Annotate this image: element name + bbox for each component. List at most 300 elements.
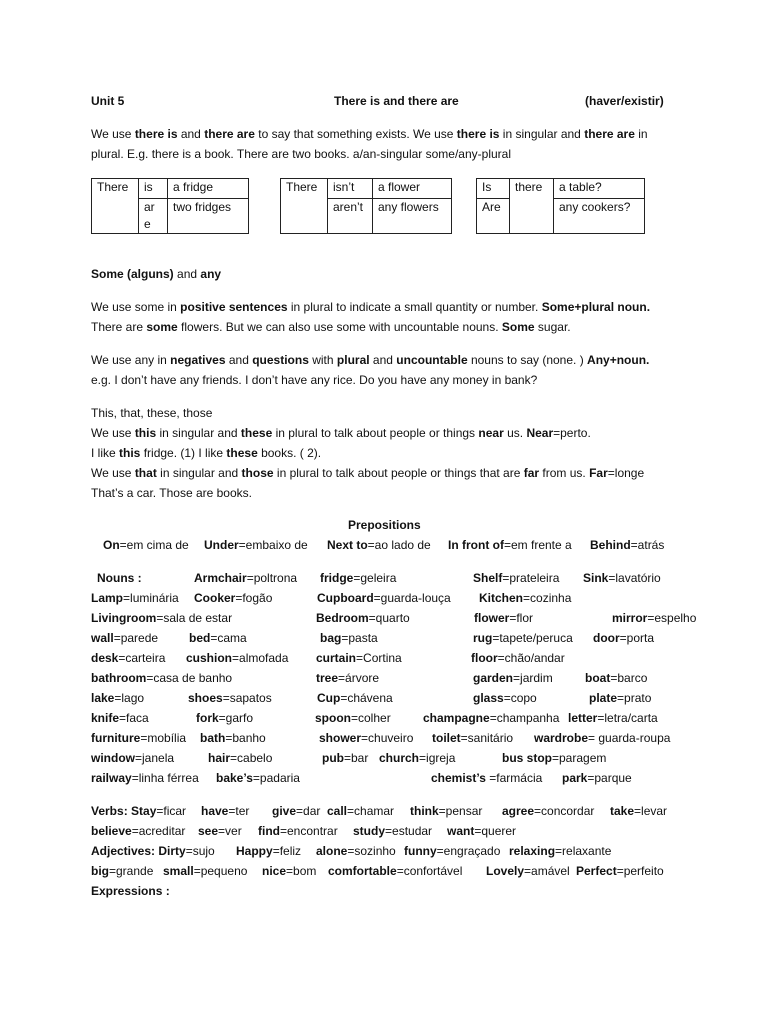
- vocab-row: [91, 671, 691, 686]
- vocab-word: fork: [196, 711, 219, 725]
- text-run: in plural to talk about people or things that are: [273, 466, 524, 480]
- vocab-meaning: =cozinha: [523, 591, 572, 605]
- vocab-word: wardrobe: [534, 731, 589, 745]
- vocab-row: [91, 651, 691, 666]
- vocab-entry: [328, 864, 462, 879]
- bold-text: questions: [252, 353, 309, 367]
- vocab-word: give: [272, 804, 297, 818]
- vocab-word: pub: [322, 751, 344, 765]
- vocab-meaning: =garfo: [218, 711, 254, 725]
- grammar-table-is-there: [476, 178, 645, 234]
- vocab-entry: [322, 751, 368, 766]
- vocab-word: toilet: [432, 731, 461, 745]
- vocab-word: Perfect: [576, 864, 617, 878]
- vocab-entry: [612, 611, 696, 626]
- bold-text: negatives: [170, 353, 226, 367]
- vocab-meaning: =guarda-louça: [373, 591, 451, 605]
- vocab-entry: [534, 731, 670, 746]
- vocab-entry: [236, 844, 301, 859]
- vocab-entry: [188, 691, 272, 706]
- vocab-entry: [471, 651, 565, 666]
- demonstratives-line: [91, 426, 591, 441]
- text-run: nouns to say (none. ): [467, 353, 588, 367]
- vocab-meaning: =dar: [296, 804, 321, 818]
- vocab-meaning: =padaria: [252, 771, 300, 785]
- vocab-word: lake: [91, 691, 115, 705]
- vocab-word: spoon: [315, 711, 351, 725]
- bold-text: Some+plural noun.: [541, 300, 651, 314]
- vocab-entry: [486, 864, 570, 879]
- vocab-entry: [272, 804, 320, 819]
- vocab-meaning: =ter: [228, 804, 250, 818]
- vocab-word: Cupboard: [317, 591, 374, 605]
- text-run: There are: [91, 320, 147, 334]
- text-run: =longe: [607, 466, 645, 480]
- vocab-meaning: =tapete/peruca: [492, 631, 573, 645]
- vocab-word: have: [201, 804, 229, 818]
- vocab-meaning: =prato: [617, 691, 652, 705]
- vocab-entry: [502, 751, 606, 766]
- vocab-meaning: =espelho: [647, 611, 697, 625]
- vocab-word: desk: [91, 651, 119, 665]
- bold-text: any: [200, 267, 222, 281]
- bold-text: that: [134, 466, 157, 480]
- vocab-entry: [448, 538, 572, 553]
- vocab-entry: [91, 631, 158, 646]
- vocab-meaning: =em cima de: [119, 538, 189, 552]
- bold-text: those: [241, 466, 274, 480]
- vocab-entry: [473, 631, 573, 646]
- text-run: with: [308, 353, 337, 367]
- vocab-entry: [91, 864, 153, 879]
- vocab-entry: [590, 538, 664, 553]
- vocab-meaning: =levar: [634, 804, 668, 818]
- vocab-entry: [379, 751, 455, 766]
- vocab-meaning: =relaxante: [555, 844, 612, 858]
- vocab-entry: [479, 591, 571, 606]
- verbs-line: [91, 824, 691, 839]
- vocab-word: plate: [589, 691, 618, 705]
- vocab-meaning: = guarda-roupa: [588, 731, 671, 745]
- vocab-entry: [194, 591, 272, 606]
- vocab-meaning: =cama: [210, 631, 247, 645]
- vocab-entry: [473, 671, 553, 686]
- vocab-meaning: =árvore: [338, 671, 380, 685]
- vocab-meaning: =faca: [119, 711, 149, 725]
- vocab-word: Happy: [236, 844, 273, 858]
- some-line-2: [91, 320, 571, 335]
- vocab-word: door: [593, 631, 620, 645]
- vocab-meaning: =amável: [524, 864, 570, 878]
- table-cell: two fridges: [168, 199, 249, 234]
- vocab-entry: [97, 571, 142, 586]
- vocab-entry: [583, 571, 661, 586]
- text-run: in singular and: [156, 426, 241, 440]
- vocab-meaning: =estudar: [385, 824, 433, 838]
- page-title: There is and there are: [334, 94, 459, 108]
- vocab-meaning: =acreditar: [131, 824, 186, 838]
- vocab-entry: [91, 731, 186, 746]
- vocab-word: window: [91, 751, 135, 765]
- text-run: plural. E.g. there is a book. There are two books. a/an-singular some/any-plural: [91, 147, 511, 161]
- vocab-entry: [91, 844, 215, 859]
- vocab-word: Behind: [590, 538, 631, 552]
- vocab-word: want: [447, 824, 475, 838]
- vocab-meaning: =casa de banho: [146, 671, 233, 685]
- vocab-entry: [163, 864, 247, 879]
- text-run: We use some in: [91, 300, 181, 314]
- vocab-entry: [502, 804, 594, 819]
- vocab-word: bag: [320, 631, 342, 645]
- vocab-meaning: =barco: [610, 671, 648, 685]
- vocab-meaning: =colher: [351, 711, 391, 725]
- vocab-word: glass: [473, 691, 504, 705]
- table-cell: any flowers: [373, 199, 452, 234]
- bold-text: Any+noun.: [587, 353, 650, 367]
- bold-text: plural: [336, 353, 370, 367]
- intro-line-1: [91, 127, 648, 142]
- vocab-meaning: =almofada: [232, 651, 289, 665]
- vocab-entry: [327, 804, 394, 819]
- vocab-meaning: =janela: [135, 751, 175, 765]
- vocab-row: [91, 731, 691, 746]
- vocab-entry: [91, 771, 199, 786]
- vocab-word: agree: [502, 804, 535, 818]
- some-line-1: [91, 300, 650, 315]
- text-run: in singular and: [499, 127, 585, 141]
- vocab-entry: [317, 591, 451, 606]
- vocab-entry: [431, 771, 542, 786]
- text-run: and: [369, 353, 397, 367]
- vocab-meaning: =sapatos: [222, 691, 272, 705]
- vocab-entry: [216, 771, 300, 786]
- vocab-word: see: [198, 824, 219, 838]
- table-cell: ar e: [139, 199, 168, 234]
- vocab-meaning: =lavatório: [608, 571, 661, 585]
- vocab-word: bed: [189, 631, 211, 645]
- bold-text: these: [226, 446, 258, 460]
- text-run: in plural to talk about people or things: [272, 426, 479, 440]
- vocab-word: railway: [91, 771, 132, 785]
- vocab-entry: [262, 864, 316, 879]
- vocab-meaning: =prateleira: [502, 571, 560, 585]
- vocab-word: find: [258, 824, 280, 838]
- vocab-meaning: =ao lado de: [367, 538, 431, 552]
- vocab-meaning: =sozinho: [347, 844, 396, 858]
- bold-text: these: [240, 426, 273, 440]
- vocab-entry: [258, 824, 338, 839]
- vocab-entry: [447, 824, 516, 839]
- vocab-entry: [91, 711, 149, 726]
- title-translation: (haver/existir): [585, 94, 664, 108]
- vocab-word: Nouns :: [97, 571, 142, 585]
- vocab-word: rug: [473, 631, 493, 645]
- bold-text: there are: [204, 127, 255, 141]
- text-run: in singular and: [156, 466, 242, 480]
- text-run: us.: [503, 426, 527, 440]
- table-cell: Is: [477, 179, 510, 199]
- vocab-meaning: =em frente a: [503, 538, 572, 552]
- vocab-entry: [316, 844, 396, 859]
- vocab-word: Kitchen: [479, 591, 524, 605]
- vocab-word: flower: [474, 611, 510, 625]
- vocab-word: Lamp: [91, 591, 124, 605]
- text-run: and: [177, 127, 205, 141]
- vocab-meaning: =linha férrea: [131, 771, 199, 785]
- vocab-entry: [198, 824, 242, 839]
- vocab-meaning: =mobília: [140, 731, 187, 745]
- vocab-word: hair: [208, 751, 231, 765]
- vocab-word: bath: [200, 731, 226, 745]
- vocab-meaning: =quarto: [368, 611, 410, 625]
- vocab-word: Adjectives: Dirty: [91, 844, 186, 858]
- vocab-word: furniture: [91, 731, 141, 745]
- vocab-entry: [589, 691, 651, 706]
- vocab-entry: [316, 651, 402, 666]
- bold-text: Near: [526, 426, 554, 440]
- text-run: We use any in: [91, 353, 171, 367]
- text-run: in: [634, 127, 648, 141]
- demonstratives-line: [91, 486, 252, 501]
- vocab-word: nice: [262, 864, 287, 878]
- vocab-word: Shelf: [473, 571, 503, 585]
- vocab-word: boat: [585, 671, 611, 685]
- vocab-meaning: =cabelo: [230, 751, 273, 765]
- bold-text: this: [119, 446, 141, 460]
- table-cell: a fridge: [168, 179, 249, 199]
- vocab-entry: [585, 671, 647, 686]
- vocab-meaning: =chamar: [347, 804, 395, 818]
- bold-text: there are: [584, 127, 635, 141]
- vocab-meaning: =igreja: [419, 751, 456, 765]
- table-cell: Are: [477, 199, 510, 234]
- vocab-entry: [103, 538, 189, 553]
- vocab-word: tree: [316, 671, 339, 685]
- vocab-word: knife: [91, 711, 120, 725]
- vocab-entry: [194, 571, 297, 586]
- vocab-word: park: [562, 771, 588, 785]
- vocab-word: Cooker: [194, 591, 236, 605]
- vocab-entry: [189, 631, 247, 646]
- vocab-meaning: =paragem: [552, 751, 607, 765]
- vocab-entry: [316, 611, 410, 626]
- bold-text: there is: [456, 127, 500, 141]
- vocab-word: Under: [204, 538, 239, 552]
- verbs-line: [91, 804, 691, 819]
- vocab-meaning: =bom: [286, 864, 317, 878]
- vocab-meaning: =feliz: [272, 844, 302, 858]
- text-run: We use: [91, 466, 135, 480]
- vocab-word: Lovely: [486, 864, 525, 878]
- vocab-entry: [315, 711, 391, 726]
- bold-text: positive sentences: [180, 300, 288, 314]
- vocab-word: shoes: [188, 691, 223, 705]
- table-cell: any cookers?: [554, 199, 645, 234]
- vocab-word: think: [410, 804, 439, 818]
- vocab-entry: [91, 651, 165, 666]
- table-cell: There: [281, 179, 328, 234]
- vocab-entry: [91, 611, 232, 626]
- vocab-meaning: =atrás: [630, 538, 665, 552]
- vocab-entry: [423, 711, 559, 726]
- prepositions-title: Prepositions: [348, 518, 421, 532]
- vocab-word: big: [91, 864, 109, 878]
- vocab-word: alone: [316, 844, 348, 858]
- intro-line-2: [91, 147, 511, 162]
- vocab-word: bake’s: [216, 771, 253, 785]
- vocab-word: Livingroom: [91, 611, 157, 625]
- vocab-meaning: =pasta: [341, 631, 378, 645]
- vocab-entry: [562, 771, 632, 786]
- vocab-meaning: =bar: [344, 751, 369, 765]
- vocab-entry: [208, 751, 272, 766]
- vocab-entry: [474, 611, 533, 626]
- vocab-meaning: =copo: [503, 691, 537, 705]
- vocab-entry: [200, 731, 266, 746]
- any-line-1: [91, 353, 649, 368]
- vocab-word: bus stop: [502, 751, 552, 765]
- vocab-row: [91, 751, 691, 766]
- vocab-meaning: =engraçado: [436, 844, 501, 858]
- text-run: sugar.: [534, 320, 571, 334]
- vocab-meaning: =ficar: [156, 804, 187, 818]
- vocab-entry: [201, 804, 249, 819]
- vocab-meaning: =farmácia: [485, 771, 543, 785]
- vocab-meaning: =geleira: [353, 571, 397, 585]
- bold-text: uncountable: [396, 353, 468, 367]
- vocab-entry: [593, 631, 654, 646]
- vocab-word: church: [379, 751, 420, 765]
- bold-text: Far: [589, 466, 608, 480]
- bold-text: near: [478, 426, 504, 440]
- text-run: flowers. But we can also use some with uncountable nouns.: [177, 320, 502, 334]
- vocab-meaning: =chávena: [340, 691, 393, 705]
- vocab-meaning: =carteira: [118, 651, 166, 665]
- vocab-word: In front of: [448, 538, 504, 552]
- vocab-meaning: =pensar: [438, 804, 483, 818]
- demonstratives-line: [91, 446, 321, 461]
- vocab-row: [91, 771, 691, 786]
- vocab-meaning: =parede: [113, 631, 159, 645]
- vocab-meaning: =concordar: [534, 804, 595, 818]
- vocab-word: cushion: [186, 651, 233, 665]
- vocab-word: curtain: [316, 651, 357, 665]
- vocab-meaning: =jardim: [513, 671, 553, 685]
- vocab-entry: [327, 538, 431, 553]
- vocab-entry: [473, 571, 559, 586]
- text-run: This, that, these, those: [91, 406, 213, 420]
- table-cell: there: [510, 179, 554, 234]
- vocab-meaning: =encontrar: [280, 824, 338, 838]
- vocab-meaning: =lago: [114, 691, 145, 705]
- vocab-row: [91, 631, 691, 646]
- bold-text: Some (alguns): [91, 267, 174, 281]
- text-run: and: [225, 353, 253, 367]
- unit-label: Unit 5: [91, 94, 125, 108]
- vocab-meaning: =fogão: [235, 591, 273, 605]
- text-run: That’s a car. Those are books.: [91, 486, 252, 500]
- text-run: I like: [91, 446, 120, 460]
- text-run: from us.: [539, 466, 590, 480]
- bold-text: some: [146, 320, 178, 334]
- vocab-word: mirror: [612, 611, 648, 625]
- adjectives-line: [91, 864, 691, 879]
- vocab-entry: [576, 864, 664, 879]
- vocab-word: Next to: [327, 538, 368, 552]
- vocab-word: call: [327, 804, 348, 818]
- table-cell: isn’t: [328, 179, 373, 199]
- prepositions-line: [103, 538, 703, 553]
- demonstratives-line: [91, 466, 644, 481]
- vocab-word: On: [103, 538, 120, 552]
- vocab-row: [91, 691, 691, 706]
- vocab-word: letter: [568, 711, 598, 725]
- table-cell: There: [92, 179, 139, 234]
- any-line-2: [91, 373, 537, 388]
- vocab-entry: [317, 691, 393, 706]
- bold-text: Some: [501, 320, 535, 334]
- vocab-entry: [610, 804, 667, 819]
- vocab-meaning: =champanha: [489, 711, 560, 725]
- vocab-meaning: =porta: [619, 631, 655, 645]
- vocab-word: Bedroom: [316, 611, 369, 625]
- table-cell: a flower: [373, 179, 452, 199]
- grammar-table-there-is: [91, 178, 249, 234]
- vocab-word: champagne: [423, 711, 490, 725]
- vocab-meaning: =querer: [474, 824, 517, 838]
- vocab-entry: [91, 804, 186, 819]
- vocab-entry: [568, 711, 658, 726]
- vocab-word: believe: [91, 824, 132, 838]
- vocab-entry: [316, 671, 379, 686]
- expressions-label: Expressions :: [91, 884, 170, 898]
- table-cell: a table?: [554, 179, 645, 199]
- text-run: in plural to indicate a small quantity or number.: [287, 300, 542, 314]
- vocab-word: study: [353, 824, 386, 838]
- table-cell: is: [139, 179, 168, 199]
- vocab-meaning: =pequeno: [193, 864, 248, 878]
- vocab-word: Sink: [583, 571, 609, 585]
- vocab-entry: [91, 824, 185, 839]
- vocab-word: take: [610, 804, 635, 818]
- vocab-word: wall: [91, 631, 114, 645]
- vocab-entry: [204, 538, 308, 553]
- some-any-heading: [91, 267, 221, 282]
- vocab-meaning: =sala de estar: [156, 611, 233, 625]
- text-run: fridge. (1) I like: [140, 446, 227, 460]
- vocab-word: Armchair: [194, 571, 247, 585]
- vocab-entry: [91, 671, 232, 686]
- vocab-word: fridge: [320, 571, 354, 585]
- vocab-entry: [320, 571, 396, 586]
- vocab-entry: [404, 844, 500, 859]
- vocab-row: [91, 711, 691, 726]
- vocab-entry: [473, 691, 537, 706]
- vocab-word: funny: [404, 844, 437, 858]
- vocab-meaning: =chuveiro: [361, 731, 414, 745]
- vocab-entry: [410, 804, 482, 819]
- text-run: books. ( 2).: [257, 446, 322, 460]
- vocab-word: garden: [473, 671, 514, 685]
- vocab-entry: [432, 731, 513, 746]
- table-cell: aren’t: [328, 199, 373, 234]
- vocab-entry: [91, 751, 174, 766]
- vocab-entry: [186, 651, 288, 666]
- vocab-word: relaxing: [509, 844, 556, 858]
- vocab-word: shower: [319, 731, 362, 745]
- vocab-meaning: =letra/carta: [597, 711, 658, 725]
- vocab-meaning: =embaixo de: [238, 538, 308, 552]
